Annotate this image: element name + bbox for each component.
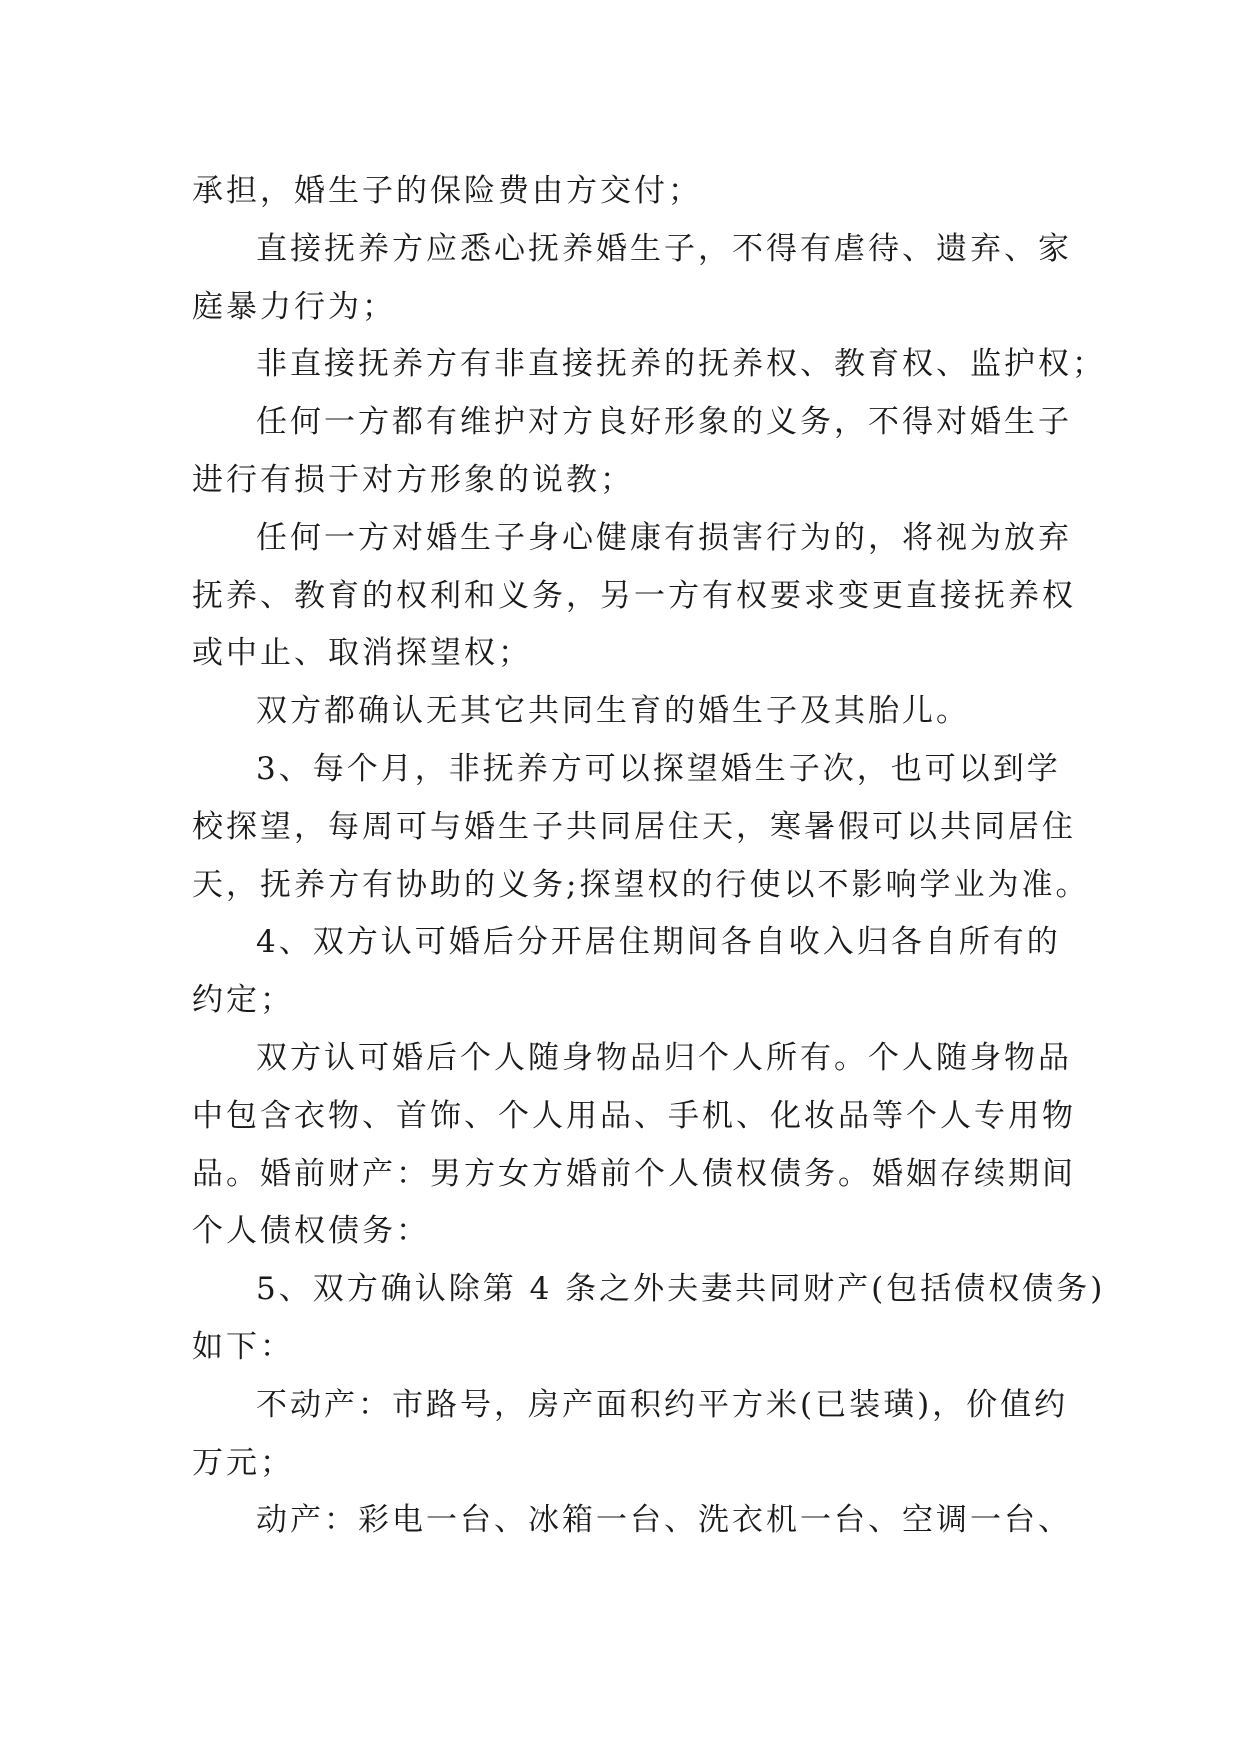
document-body xyxy=(192,163,1106,1550)
text-line: 个人债权债务： xyxy=(192,1213,430,1250)
text-line: 庭暴力行为； xyxy=(192,288,396,325)
text-line: 承担，婚生子的保险费由方交付； xyxy=(192,173,702,209)
text-line: 5、双方确认除第 4 条之外夫妻共同财产(包括债权债务) xyxy=(256,1271,1106,1308)
text-line: 中包含衣物、首饰、个人用品、手机、化妆品等个人专用物 xyxy=(192,1097,1076,1134)
text-line: 天，抚养方有协助的义务;探望权的行使以不影响学业为准。 xyxy=(192,866,1090,903)
text-line: 4、双方认可婚后分开居住期间各自收入归各自所有的 xyxy=(256,924,1061,961)
text-line: 双方认可婚后个人随身物品归个人所有。个人随身物品 xyxy=(256,1039,1072,1076)
text-line: 非直接抚养方有非直接抚养的抚养权、教育权、监护权； xyxy=(256,346,1106,383)
text-line: 直接抚养方应悉心抚养婚生子，不得有虐待、遗弃、家 xyxy=(256,230,1072,267)
text-line: 或中止、取消探望权； xyxy=(192,635,532,672)
text-line: 万元； xyxy=(192,1444,294,1481)
text-line: 抚养、教育的权利和义务，另一方有权要求变更直接抚养权 xyxy=(192,577,1076,614)
text-line: 任何一方都有维护对方良好形象的义务，不得对婚生子 xyxy=(256,404,1072,441)
text-line: 如下： xyxy=(192,1328,294,1365)
text-line: 约定； xyxy=(192,982,294,1019)
text-line: 进行有损于对方形象的说教； xyxy=(192,461,634,498)
text-line: 不动产：市路号，房产面积约平方米(已装璜)，价值约 xyxy=(256,1386,1069,1423)
text-line: 3、每个月，非抚养方可以探望婚生子次，也可以到学 xyxy=(256,750,1061,787)
text-line: 双方都确认无其它共同生育的婚生子及其胎儿。 xyxy=(256,693,970,730)
text-line: 动产：彩电一台、冰箱一台、洗衣机一台、空调一台、 xyxy=(256,1502,1072,1539)
text-line: 任何一方对婚生子身心健康有损害行为的，将视为放弃 xyxy=(256,519,1072,556)
text-line: 品。婚前财产：男方女方婚前个人债权债务。婚姻存续期间 xyxy=(192,1155,1076,1192)
text-line: 校探望，每周可与婚生子共同居住天，寒暑假可以共同居住 xyxy=(192,808,1076,845)
